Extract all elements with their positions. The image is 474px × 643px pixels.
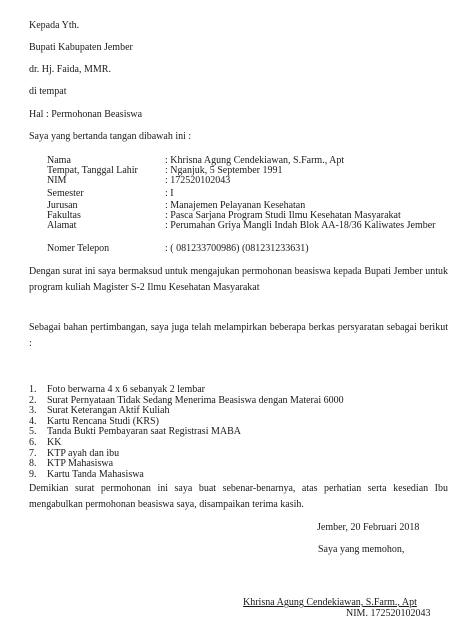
identity-value: : Nganjuk, 5 September 1991 (165, 165, 283, 177)
list-item: 1. Foto berwarna 4 x 6 sebanyak 2 lembar (29, 384, 206, 395)
identity-label: NIM (47, 175, 67, 187)
signer-nim: NIM. 172520102043 (346, 608, 431, 619)
paragraph-closing: Demikian surat permohonan ini saya buat sebenar-benarnya, atas perhatian serta kesedian Ibu mengabulkan permohonan beasiswa saya, disampaikan terima kasih. (29, 483, 448, 511)
paragraph-purpose: Dengan surat ini saya bermaksud untuk mengajukan permohonan beasiswa kepada Bupati Jember untuk program kuliah Magister S-2 Ilmu Kesehatan Masyarakat (29, 266, 448, 294)
identity-value: : 172520102043 (165, 175, 231, 187)
identity-label: Semester (47, 187, 84, 199)
identity-value: : Perumahan Griya Mangli Indah Blok AA-18/36 Kaliwates Jember (165, 220, 436, 232)
intro-text: Saya yang bertanda tangan dibawah ini : (29, 131, 192, 142)
identity-row (47, 175, 452, 185)
list-item: 4. Kartu Rencana Studi (KRS) (29, 415, 159, 427)
identity-table (47, 155, 452, 253)
list-item: 7. KTP ayah dan ibu (29, 447, 120, 459)
identity-label: Nama (47, 155, 71, 166)
identity-value: : I (165, 187, 174, 199)
list-item: 3. Surat Keterangan Aktif Kuliah (29, 405, 170, 417)
identity-label: Nomer Telepon (47, 243, 110, 255)
signer-name: Khrisna Agung Cendekiawan, S.Farm., Apt (243, 597, 417, 608)
identity-row (47, 220, 452, 241)
identity-row (47, 188, 452, 198)
paragraph-attachments-intro: Sebagai bahan pertimbangan, saya juga telah melampirkan beberapa berkas persyaratan sebagai berikut : (29, 322, 448, 350)
identity-value: : Manajemen Pelayanan Kesehatan (165, 199, 306, 211)
identity-label: Jurusan (47, 199, 78, 211)
identity-row (47, 210, 452, 220)
place-date: Jember, 20 Februari 2018 (317, 522, 420, 533)
identity-label: Alamat (47, 220, 77, 232)
identity-row (47, 243, 452, 253)
list-item: 9. Kartu Tanda Mahasiswa (29, 468, 144, 480)
recipient-line-2: Bupati Kabupaten Jember (29, 42, 133, 53)
identity-row (47, 155, 452, 165)
identity-label: Tempat, Tanggal Lahir (47, 165, 138, 177)
letter-subject: Hal : Permohonan Beasiswa (29, 109, 143, 120)
identity-value: : Khrisna Agung Cendekiawan, S.Farm., Apt (165, 155, 345, 166)
recipient-line-1: Kepada Yth. (29, 20, 80, 31)
identity-row (47, 200, 452, 210)
identity-value: : ( 081233700986) (081231233631) (165, 243, 309, 255)
list-item: 2. Surat Pernyataan Tidak Sedang Menerima Beasiswa dengan Materai 6000 (29, 394, 344, 406)
list-item: 6. KK (29, 436, 62, 448)
recipient-line-4: di tempat (29, 86, 67, 97)
list-item: 5. Tanda Bukti Pembayaran saat Registrasi MABA (29, 426, 241, 438)
list-item: 8. KTP Mahasiswa (29, 458, 114, 470)
salutation: Saya yang memohon, (318, 544, 405, 555)
identity-value: : Pasca Sarjana Program Studi Ilmu Kesehatan Masyarakat (165, 209, 401, 221)
attachment-list (29, 384, 344, 479)
identity-label: Fakultas (47, 209, 81, 221)
identity-row (47, 165, 452, 175)
recipient-line-3: dr. Hj. Faida, MMR. (29, 64, 111, 75)
